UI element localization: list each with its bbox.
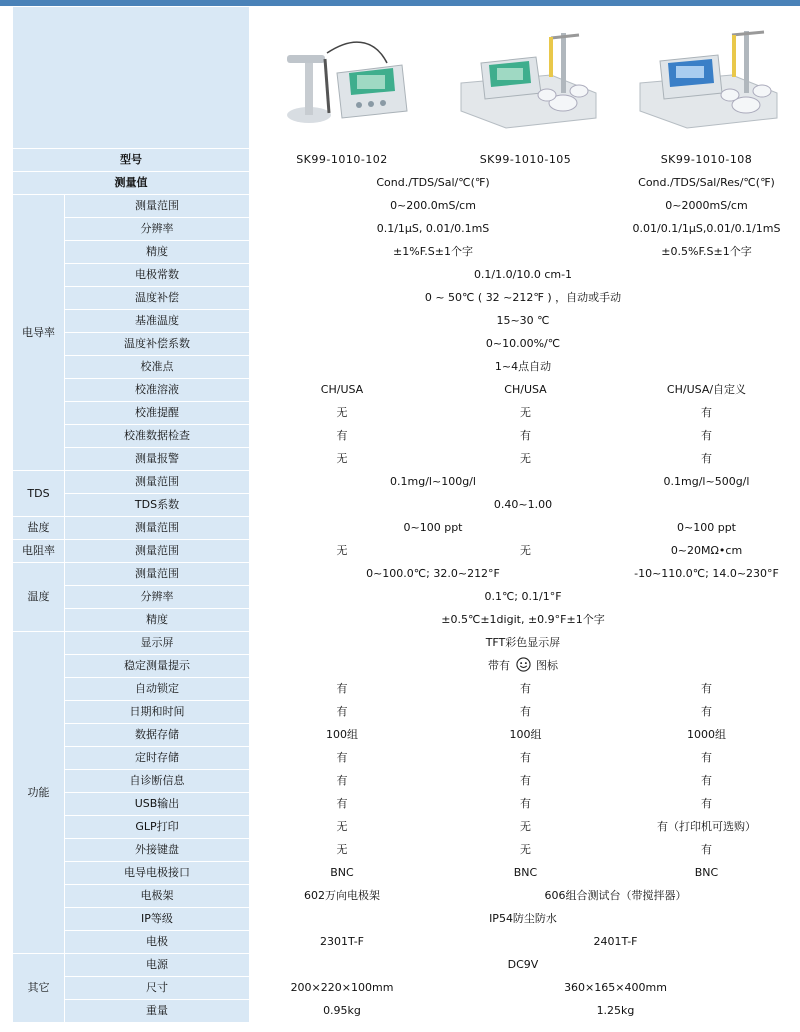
table-row [13, 655, 797, 678]
row-label: 测量范围 [65, 517, 250, 540]
product-image-102 [250, 7, 435, 149]
row-label: 温度补偿系数 [65, 333, 250, 356]
table-row [13, 287, 797, 310]
cell-value: 0~100 ppt [250, 517, 617, 540]
cell-value: BNC [250, 862, 435, 885]
cell-value: -10~110.0℃; 14.0~230°F [617, 563, 797, 586]
cell-value: 有（打印机可选购） [617, 816, 797, 839]
table-row [13, 517, 797, 540]
table-row [13, 425, 797, 448]
row-label: 测量报警 [65, 448, 250, 471]
row-label: 基准温度 [65, 310, 250, 333]
cell-value: IP54防尘防水 [250, 908, 797, 931]
cell-value: 2301T-F [250, 931, 435, 954]
cell-value: 0.1/1μS, 0.01/0.1mS [250, 218, 617, 241]
row-label: 校准数据检查 [65, 425, 250, 448]
table-row [13, 402, 797, 425]
table-row [13, 954, 797, 977]
cell-value: 无 [435, 402, 617, 425]
table-row [13, 563, 797, 586]
cell-value: DC9V [250, 954, 797, 977]
cell-value: 有 [250, 425, 435, 448]
group-label-conductivity: 电导率 [13, 195, 65, 471]
cell-value: 有 [617, 701, 797, 724]
cell-value: CH/USA [250, 379, 435, 402]
cell-value: 有 [250, 770, 435, 793]
table-row [13, 977, 797, 1000]
row-label: 测量值 [13, 172, 250, 195]
conductivity-meter-105-photo [451, 23, 601, 133]
cell-value: 有 [435, 425, 617, 448]
cell-value: 有 [435, 701, 617, 724]
cell-value: CH/USA [435, 379, 617, 402]
table-row [13, 793, 797, 816]
table-row [13, 471, 797, 494]
cell-value: 有 [435, 793, 617, 816]
row-label: 精度 [65, 609, 250, 632]
table-row [13, 816, 797, 839]
cell-value: 有 [250, 701, 435, 724]
row-label: 电极常数 [65, 264, 250, 287]
cell-value: 有 [617, 448, 797, 471]
cell-value: 0.40~1.00 [250, 494, 797, 517]
cell-value: 1000组 [617, 724, 797, 747]
table-row [13, 494, 797, 517]
table-row [13, 931, 797, 954]
table-row [13, 701, 797, 724]
cell-value: ±0.5℃±1digit, ±0.9°F±1个字 [250, 609, 797, 632]
cell-value: 606组合测试台（带搅拌器） [435, 885, 797, 908]
cell-value: 0~100.0℃; 32.0~212°F [250, 563, 617, 586]
table-row [13, 747, 797, 770]
row-label: TDS系数 [65, 494, 250, 517]
row-label: 电极架 [65, 885, 250, 908]
cell-value: 无 [435, 448, 617, 471]
cell-value: 360×165×400mm [435, 977, 797, 1000]
group-label-tds: TDS [13, 471, 65, 517]
cell-value: 0~100 ppt [617, 517, 797, 540]
cell-value: CH/USA/自定义 [617, 379, 797, 402]
cell-value: BNC [435, 862, 617, 885]
cell-value: 有 [435, 678, 617, 701]
table-row [13, 724, 797, 747]
row-label: 测量范围 [65, 195, 250, 218]
table-row [13, 908, 797, 931]
cell-value: 有 [435, 770, 617, 793]
cell-value: 无 [435, 816, 617, 839]
row-label: 电极 [65, 931, 250, 954]
cell-value: ±0.5%F.S±1个字 [617, 241, 797, 264]
row-label: 尺寸 [65, 977, 250, 1000]
cell-value: 无 [250, 540, 435, 563]
cell-value: 无 [250, 816, 435, 839]
cell-value: 0.95kg [250, 1000, 435, 1023]
row-label: 温度补偿 [65, 287, 250, 310]
cell-value: 有 [617, 793, 797, 816]
table-row [13, 770, 797, 793]
row-label: 校准溶液 [65, 379, 250, 402]
cell-value: 有 [617, 770, 797, 793]
row-label: 日期和时间 [65, 701, 250, 724]
table-row [13, 172, 797, 195]
table-row [13, 195, 797, 218]
row-label: 分辨率 [65, 586, 250, 609]
cell-value [250, 655, 797, 678]
table-row [13, 310, 797, 333]
row-label: 测量范围 [65, 540, 250, 563]
cell-value: 有 [250, 793, 435, 816]
cell-value: 1.25kg [435, 1000, 797, 1023]
model-108: SK99-1010-108 [617, 149, 797, 172]
cell-value: 100组 [435, 724, 617, 747]
spec-table [12, 6, 797, 1023]
cell-value: 0.1mg/l~100g/l [250, 471, 617, 494]
row-label: 显示屏 [65, 632, 250, 655]
row-label: 测量范围 [65, 471, 250, 494]
conductivity-meter-102-photo [267, 23, 417, 133]
row-label: 自动锁定 [65, 678, 250, 701]
row-label: 稳定测量提示 [65, 655, 250, 678]
row-label: 数据存储 [65, 724, 250, 747]
product-image-108 [617, 7, 797, 149]
table-row [13, 885, 797, 908]
cell-value: 0.1℃; 0.1/1°F [250, 586, 797, 609]
row-label: 重量 [65, 1000, 250, 1023]
cell-value: 0~20MΩ•cm [617, 540, 797, 563]
table-row [13, 1000, 797, 1023]
cell-value: 100组 [250, 724, 435, 747]
model-102: SK99-1010-102 [250, 149, 435, 172]
row-label: 测量范围 [65, 563, 250, 586]
cell-value: 200×220×100mm [250, 977, 435, 1000]
table-row [13, 333, 797, 356]
table-row [13, 609, 797, 632]
cell-value: 有 [617, 678, 797, 701]
row-label: 精度 [65, 241, 250, 264]
cell-value: 无 [435, 540, 617, 563]
cell-value: 602万向电极架 [250, 885, 435, 908]
cell-value: 有 [617, 425, 797, 448]
cell-value: 有 [617, 839, 797, 862]
group-label-resistivity: 电阻率 [13, 540, 65, 563]
cell-value: 有 [250, 747, 435, 770]
table-row [13, 448, 797, 471]
image-row-corner [13, 7, 250, 149]
conductivity-meter-108-photo [632, 23, 782, 133]
row-label: USB输出 [65, 793, 250, 816]
cell-value: 15~30 ℃ [250, 310, 797, 333]
cell-value: 0 ~ 50℃ ( 32 ~212℉ ) ，自动或手动 [250, 287, 797, 310]
table-row [13, 218, 797, 241]
cell-value: 无 [250, 402, 435, 425]
table-row [13, 264, 797, 287]
cell-value: 0.1/1.0/10.0 cm-1 [250, 264, 797, 287]
row-label: 自诊断信息 [65, 770, 250, 793]
cell-value: ±1%F.S±1个字 [250, 241, 617, 264]
cell-value: 无 [250, 448, 435, 471]
cell-value: 0.1mg/l~500g/l [617, 471, 797, 494]
cell-value: Cond./TDS/Sal/℃(℉) [250, 172, 617, 195]
cell-value: 0~10.00%/℃ [250, 333, 797, 356]
cell-value: 0~2000mS/cm [617, 195, 797, 218]
row-label: 校准点 [65, 356, 250, 379]
model-row [13, 149, 797, 172]
row-label: 电导电极接口 [65, 862, 250, 885]
row-label: 定时存储 [65, 747, 250, 770]
image-row [13, 7, 797, 149]
table-row [13, 839, 797, 862]
cell-value: 0.01/0.1/1μS,0.01/0.1/1mS [617, 218, 797, 241]
cell-value: 0~200.0mS/cm [250, 195, 617, 218]
group-label-other: 其它 [13, 954, 65, 1023]
cell-value: 无 [435, 839, 617, 862]
row-label: 校准提醒 [65, 402, 250, 425]
cell-value: BNC [617, 862, 797, 885]
cell-value: 2401T-F [435, 931, 797, 954]
group-label-functions: 功能 [13, 632, 65, 954]
table-row [13, 632, 797, 655]
stable-hint-suffix: 图标 [536, 659, 558, 672]
smiley-icon [516, 657, 531, 675]
cell-value: 1~4点自动 [250, 356, 797, 379]
model-105: SK99-1010-105 [435, 149, 617, 172]
table-row [13, 540, 797, 563]
table-row [13, 379, 797, 402]
cell-value: 有 [617, 402, 797, 425]
model-label: 型号 [13, 149, 250, 172]
cell-value: 无 [250, 839, 435, 862]
row-label: 电源 [65, 954, 250, 977]
row-label: IP等级 [65, 908, 250, 931]
table-row [13, 678, 797, 701]
cell-value: Cond./TDS/Sal/Res/℃(℉) [617, 172, 797, 195]
row-label: 外接键盘 [65, 839, 250, 862]
row-label: GLP打印 [65, 816, 250, 839]
cell-value: 有 [617, 747, 797, 770]
cell-value: 有 [250, 678, 435, 701]
row-label: 分辨率 [65, 218, 250, 241]
product-image-105 [435, 7, 617, 149]
table-row [13, 356, 797, 379]
group-label-salinity: 盐度 [13, 517, 65, 540]
group-label-temperature: 温度 [13, 563, 65, 632]
cell-value: 有 [435, 747, 617, 770]
stable-hint-prefix: 带有 [488, 659, 510, 672]
cell-value: TFT彩色显示屏 [250, 632, 797, 655]
table-row [13, 241, 797, 264]
table-row [13, 862, 797, 885]
table-row [13, 586, 797, 609]
